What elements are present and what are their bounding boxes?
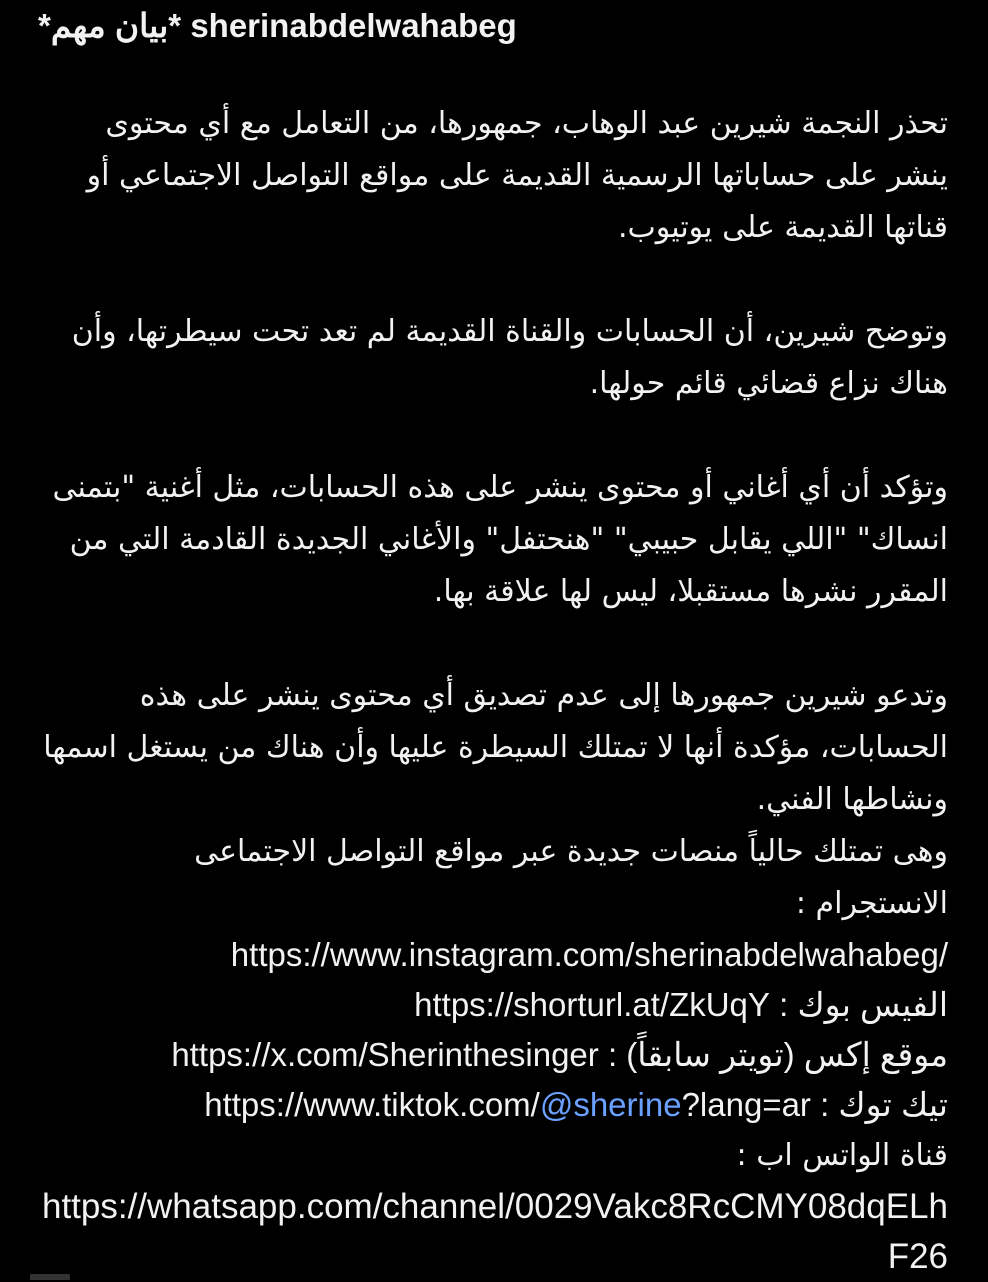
x-link[interactable]: https://x.com/Sherinthesinger [171,1036,599,1073]
x-label: موقع إكس (تويتر سابقاً) : [607,1036,948,1073]
facebook-row [38,980,948,1030]
paragraph-clarification: وتوضح شيرين، أن الحسابات والقناة القديمة لم تعد تحت سيطرتها، وأن هناك نزاع قضائي قائم حولها. [71,314,948,401]
instagram-link[interactable]: https://www.instagram.com/sherinabdelwahabeg/ [230,936,948,973]
facebook-link[interactable]: https://shorturl.at/ZkUqY [414,986,770,1023]
tiktok-link[interactable] [204,1086,811,1123]
tiktok-url-suffix: ?lang=ar [681,1086,811,1123]
username-link[interactable]: sherinabdelwahabeg [190,7,517,44]
instagram-row [38,930,948,980]
whatsapp-label: قناة الواتس اب : [736,1138,948,1173]
tiktok-mention[interactable]: @sherine [539,1086,682,1123]
whatsapp-link[interactable]: https://whatsapp.com/channel/0029Vakc8RcCMY08dqELhF26 [41,1187,948,1276]
tiktok-label: تيك توك : [820,1086,948,1123]
tiktok-url-prefix: https://www.tiktok.com/ [204,1086,540,1123]
paragraph-warning: تحذر النجمة شيرين عبد الوهاب، جمهورها، من التعامل مع أي محتوى ينشر على حساباتها الرسمية القديمة على مواقع التواصل الاجتماعي أو قناتها القديمة على يوتيوب. [86,106,948,245]
paragraph-songs: وتؤكد أن أي أغاني أو محتوى ينشر على هذه الحسابات، مثل أغنية "بتمنى انساك" "اللي يقابل حبيبي" "هنحتفل" والأغاني الجديدة القادمة التي من المقرر نشرها مستقبلا، ليس لها علاقة بها. [52,470,948,609]
paragraph-call: وتدعو شيرين جمهورها إلى عدم تصديق أي محتوى ينشر على هذه الحسابات، مؤكدة أنها لا تمتلك السيطرة عليها وأن هناك من يستغل اسمها ونشاطها الفني. [43,678,948,817]
instagram-label: الانستجرام : [795,886,948,921]
post-body [38,98,948,1282]
paragraph-platforms-intro: وهى تمتلك حالياً منصات جديدة عبر مواقع التواصل الاجتماعى [194,834,948,869]
facebook-label: الفيس بوك : [779,986,948,1023]
post-header [38,4,952,48]
x-row [38,1030,948,1080]
next-post-edge [30,1274,70,1280]
post-title: *بيان مهم* [38,7,182,44]
tiktok-row [38,1080,948,1130]
